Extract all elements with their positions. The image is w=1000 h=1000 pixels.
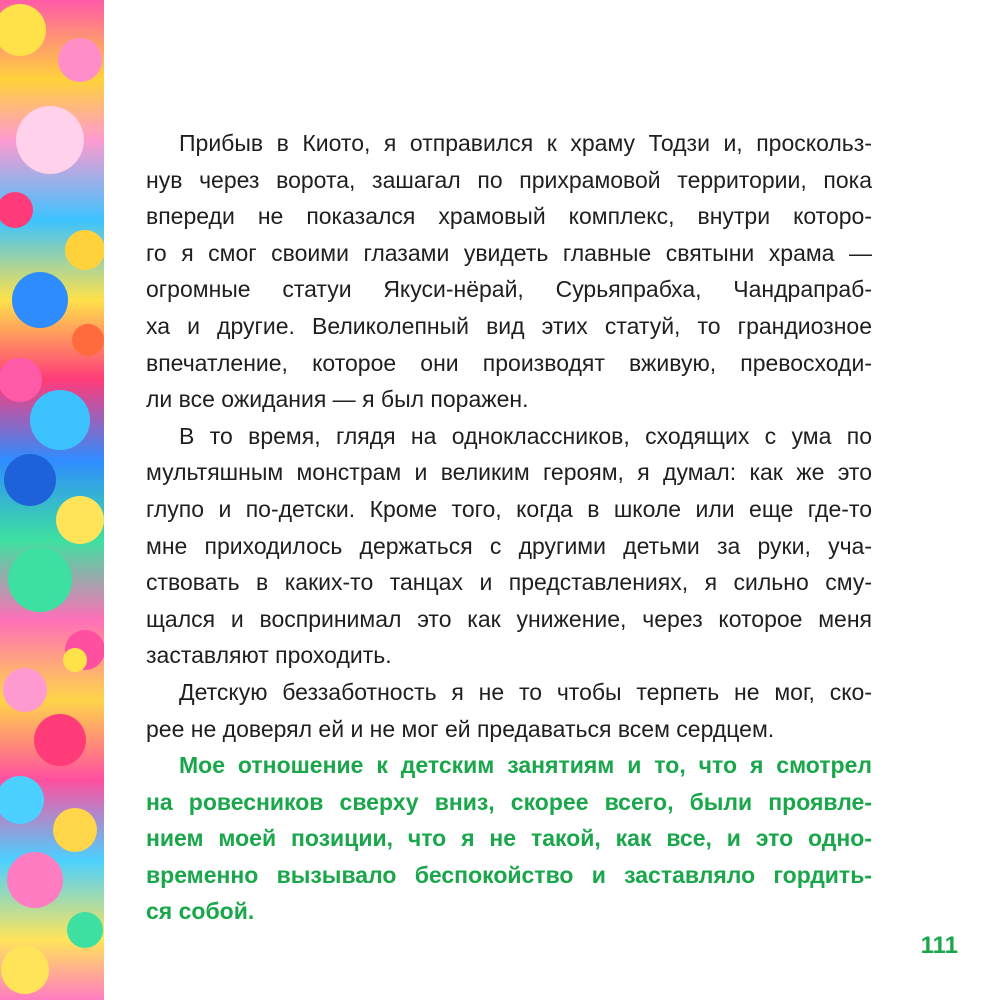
paragraph [146, 125, 872, 418]
text-line: го я смог своими глазами увидеть главные святыни храма — [146, 239, 872, 266]
text-line: мультяшным монстрам и великим героям, я думал: как же это [146, 459, 872, 486]
text-line: ствовать в каких-то танцах и представлениях, я сильно сму- [146, 569, 872, 596]
text-line: заставляют проходить. [146, 642, 392, 669]
text-line: нием моей позиции, что я не такой, как все, и это одно- [146, 825, 872, 852]
text-line: В то время, глядя на одноклассников, сходящих с ума по [179, 422, 872, 449]
text-line: ся собой. [146, 898, 255, 925]
text-line: щался и воспринимал это как унижение, через которое меня [146, 605, 872, 632]
paragraph [146, 674, 872, 747]
text-line: нув через ворота, зашагал по прихрамовой территории, пока [146, 166, 872, 193]
text-line: временно вызывало беспокойство и заставляло гордить- [146, 861, 872, 888]
text-line: Прибыв в Киото, я отправился к храму Тодзи и, проскольз- [179, 130, 872, 156]
text-line: Детскую беззаботность я не то чтобы терпеть не мог, ско- [179, 678, 872, 705]
text-line: рее не доверял ей и не мог ей предаваться всем сердцем. [146, 715, 775, 742]
text-line: мне приходилось держаться с другими детьми за руки, уча- [146, 532, 872, 559]
candy-shapes [0, 0, 104, 1000]
paragraph [146, 747, 872, 930]
text-line: огромные статуи Якуси-нёрай, Сурьяпрабха, Чандрапраб- [146, 276, 872, 303]
text-line: ха и другие. Великолепный вид этих статуй, то грандиозное [146, 312, 872, 339]
text-line: впереди не показался храмовый комплекс, внутри которо- [146, 203, 872, 230]
text-line: Мое отношение к детским занятиям и то, что я смотрел [179, 752, 872, 779]
decorative-candy-image [0, 0, 104, 1000]
page-number: 111 [920, 932, 958, 959]
text-line: впечатление, которое они производят вживую, превосходи- [146, 349, 872, 376]
text-line: ли все ожидания — я был поражен. [146, 386, 529, 413]
article-text [146, 125, 872, 930]
text-line: глупо и по-детски. Кроме того, когда в школе или еще где-то [146, 495, 872, 522]
text-line: на ровесников сверху вниз, скорее всего, были проявле- [146, 788, 872, 815]
paragraph [146, 418, 872, 674]
